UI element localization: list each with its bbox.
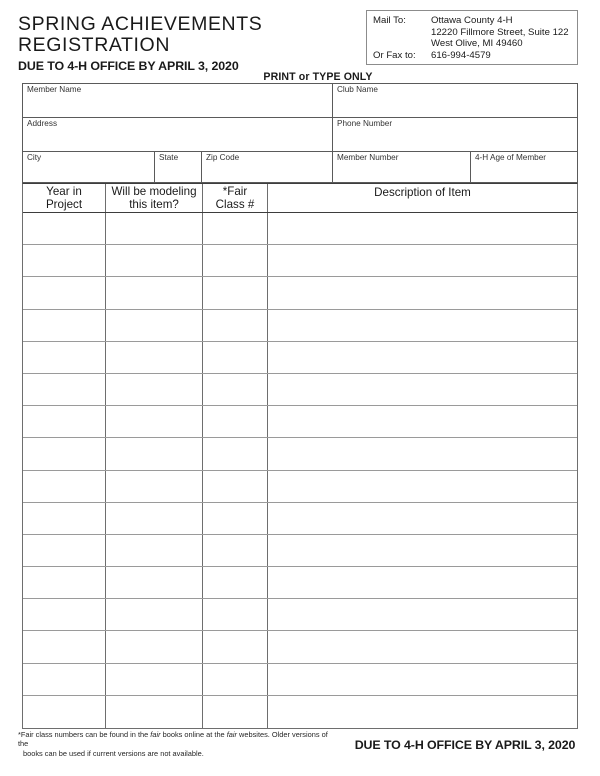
cell-description-of-item[interactable]: [268, 664, 577, 695]
cell-year-in-project[interactable]: [23, 374, 106, 405]
member-info-block: [22, 83, 578, 183]
cell-year-in-project[interactable]: [23, 245, 106, 276]
cell-will-be-modeling[interactable]: [106, 696, 203, 728]
cell-year-in-project[interactable]: [23, 599, 106, 630]
fax-number: 616-994-4579: [431, 49, 491, 61]
column-header-year-line1: Year in: [46, 184, 82, 198]
cell-will-be-modeling[interactable]: [106, 213, 203, 244]
mail-to-row: [373, 15, 577, 27]
cell-description-of-item[interactable]: [268, 599, 577, 630]
print-or-type-only-notice: PRINT or TYPE ONLY: [263, 71, 373, 83]
table-row: [23, 438, 577, 470]
cell-fair-class[interactable]: [203, 406, 268, 437]
page-title: [18, 14, 348, 74]
footnote-part-2: books online at the: [160, 730, 227, 739]
cell-will-be-modeling[interactable]: [106, 406, 203, 437]
cell-description-of-item[interactable]: [268, 374, 577, 405]
footnote-italic-2: fair: [226, 730, 237, 739]
cell-will-be-modeling[interactable]: [106, 310, 203, 341]
cell-year-in-project[interactable]: [23, 567, 106, 598]
fax-label: Or Fax to:: [373, 49, 416, 61]
field-city[interactable]: City: [23, 152, 155, 182]
footnote-italic-1: fair: [150, 730, 161, 739]
cell-description-of-item[interactable]: [268, 567, 577, 598]
items-table: [22, 183, 578, 729]
cell-fair-class[interactable]: [203, 567, 268, 598]
table-row: [23, 471, 577, 503]
table-row: [23, 567, 577, 599]
cell-will-be-modeling[interactable]: [106, 599, 203, 630]
cell-year-in-project[interactable]: [23, 664, 106, 695]
cell-description-of-item[interactable]: [268, 310, 577, 341]
cell-will-be-modeling[interactable]: [106, 535, 203, 566]
field-member-name[interactable]: Member Name: [23, 84, 333, 117]
table-row: [23, 406, 577, 438]
info-row-name: [23, 84, 577, 118]
mail-to-label: Mail To:: [373, 15, 406, 26]
table-row: [23, 599, 577, 631]
mail-citystatezip-row: [373, 38, 577, 50]
cell-year-in-project[interactable]: [23, 503, 106, 534]
cell-year-in-project[interactable]: [23, 213, 106, 244]
column-header-will-be-modeling: [106, 184, 203, 212]
cell-fair-class[interactable]: [203, 374, 268, 405]
table-body: [23, 213, 577, 728]
cell-will-be-modeling[interactable]: [106, 342, 203, 373]
cell-fair-class[interactable]: [203, 631, 268, 662]
cell-description-of-item[interactable]: [268, 277, 577, 308]
table-row: [23, 503, 577, 535]
column-header-year-line2: Project: [45, 198, 83, 211]
mail-org-name: Ottawa County 4-H: [431, 15, 513, 26]
footer-due-date: DUE TO 4-H OFFICE BY APRIL 3, 2020: [354, 738, 576, 752]
column-header-year-in-project: [23, 184, 106, 212]
cell-year-in-project[interactable]: [23, 438, 106, 469]
fair-class-footnote: [18, 730, 338, 758]
field-4h-age-of-member[interactable]: 4-H Age of Member: [475, 153, 546, 162]
field-member-number[interactable]: Member Number: [333, 152, 471, 182]
cell-fair-class[interactable]: [203, 213, 268, 244]
cell-description-of-item[interactable]: [268, 245, 577, 276]
cell-year-in-project[interactable]: [23, 471, 106, 502]
cell-fair-class[interactable]: [203, 599, 268, 630]
table-row: [23, 696, 577, 728]
cell-fair-class[interactable]: [203, 310, 268, 341]
cell-year-in-project[interactable]: [23, 535, 106, 566]
cell-will-be-modeling[interactable]: [106, 664, 203, 695]
field-club-name[interactable]: Club Name: [337, 85, 378, 94]
table-header-row: [23, 184, 577, 213]
cell-description-of-item[interactable]: [268, 535, 577, 566]
cell-will-be-modeling[interactable]: [106, 438, 203, 469]
cell-year-in-project[interactable]: [23, 696, 106, 728]
cell-description-of-item[interactable]: [268, 406, 577, 437]
cell-fair-class[interactable]: [203, 535, 268, 566]
column-header-fair-class: [203, 184, 268, 212]
column-header-description-of-item: Description of Item: [374, 186, 471, 199]
table-row: [23, 631, 577, 663]
table-row: [23, 245, 577, 277]
cell-description-of-item[interactable]: [268, 213, 577, 244]
cell-description-of-item[interactable]: [268, 438, 577, 469]
title-line-1: SPRING ACHIEVEMENTS: [18, 13, 263, 35]
column-header-modeling-line2: this item?: [129, 198, 179, 211]
cell-will-be-modeling[interactable]: [106, 631, 203, 662]
cell-year-in-project[interactable]: [23, 342, 106, 373]
table-row: [23, 535, 577, 567]
title-line-2: REGISTRATION: [18, 34, 171, 56]
field-phone-number[interactable]: Phone Number: [337, 119, 393, 128]
cell-will-be-modeling[interactable]: [106, 471, 203, 502]
cell-will-be-modeling[interactable]: [106, 503, 203, 534]
column-header-fair-line1: *Fair: [222, 184, 248, 198]
column-header-modeling-line1: Will be modeling: [111, 184, 197, 198]
table-row: [23, 342, 577, 374]
cell-description-of-item[interactable]: [268, 471, 577, 502]
cell-fair-class[interactable]: [203, 438, 268, 469]
table-row: [23, 310, 577, 342]
mail-fax-row: [373, 50, 577, 62]
table-row: [23, 213, 577, 245]
cell-fair-class[interactable]: [203, 245, 268, 276]
cell-description-of-item[interactable]: [268, 631, 577, 662]
table-row: [23, 374, 577, 406]
cell-will-be-modeling[interactable]: [106, 567, 203, 598]
mail-to-box: [366, 10, 578, 65]
table-row: [23, 664, 577, 696]
cell-description-of-item[interactable]: [268, 503, 577, 534]
cell-description-of-item[interactable]: [268, 342, 577, 373]
footnote-line-2: books can be used if current versions are not available.: [23, 748, 204, 758]
cell-year-in-project[interactable]: [23, 631, 106, 662]
cell-fair-class[interactable]: [203, 342, 268, 373]
mail-city-state-zip: West Olive, MI 49460: [431, 38, 523, 50]
cell-will-be-modeling[interactable]: [106, 277, 203, 308]
cell-description-of-item[interactable]: [268, 696, 577, 728]
cell-fair-class[interactable]: [203, 696, 268, 728]
cell-will-be-modeling[interactable]: [106, 374, 203, 405]
mail-spacer-1: [373, 27, 431, 39]
footnote-part-3: websites. Older versions of the: [18, 730, 328, 749]
table-row: [23, 277, 577, 309]
mail-street: 12220 Fillmore Street, Suite 122: [431, 26, 569, 38]
mail-street-row: [373, 27, 577, 39]
cell-fair-class[interactable]: [203, 277, 268, 308]
field-state[interactable]: State: [155, 152, 202, 182]
cell-fair-class[interactable]: [203, 664, 268, 695]
cell-year-in-project[interactable]: [23, 277, 106, 308]
header-due-date: DUE TO 4-H OFFICE BY APRIL 3, 2020: [18, 59, 239, 73]
info-row-address: [23, 118, 577, 152]
cell-fair-class[interactable]: [203, 471, 268, 502]
cell-fair-class[interactable]: [203, 503, 268, 534]
cell-year-in-project[interactable]: [23, 406, 106, 437]
cell-year-in-project[interactable]: [23, 310, 106, 341]
info-row-city-state-zip: [23, 152, 577, 182]
field-zip-code[interactable]: Zip Code: [202, 152, 333, 182]
cell-will-be-modeling[interactable]: [106, 245, 203, 276]
mail-spacer-2: [373, 38, 431, 50]
field-address[interactable]: Address: [23, 118, 333, 151]
footnote-part-1: *Fair class numbers can be found in the: [18, 730, 151, 739]
column-header-fair-line2: Class #: [215, 198, 255, 211]
